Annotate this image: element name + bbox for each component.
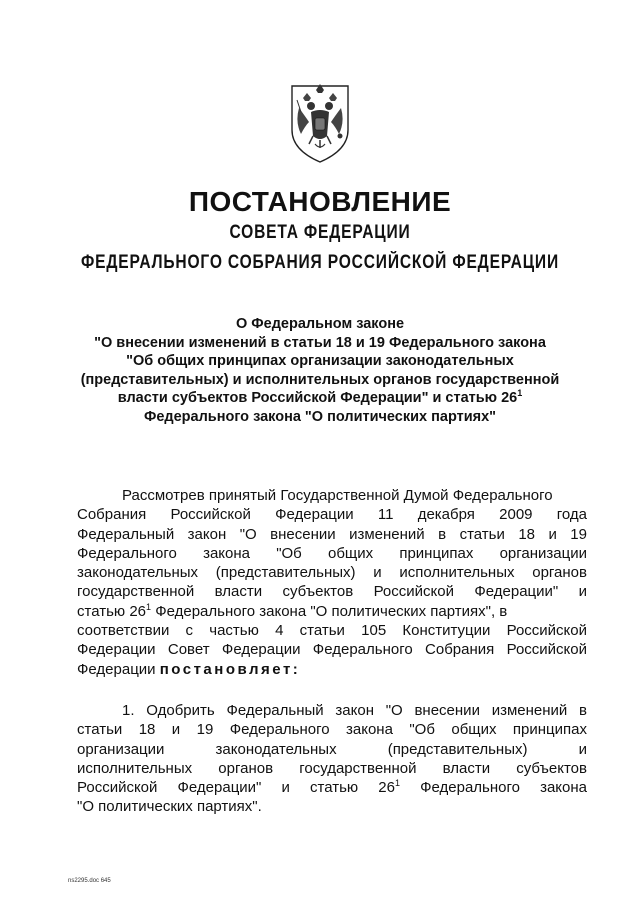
body-line [77,660,587,679]
subject-line-text: власти субъектов Российской Федерации" и статью 26 [117,390,518,406]
superscript: 1 [517,388,523,399]
decree-item-1 [77,701,587,817]
subject-line: О Федеральном законе [235,316,405,332]
body-line: соответствии с частью 4 статьи 105 Конституции Российской [77,622,587,640]
body-line: статьи 18 и 19 Федерального закона "Об общих принципах [77,721,587,739]
body-line [77,602,587,621]
body-line: организации законодательных (представительных) и [77,740,587,758]
body-line: Федеральный закон "О внесении изменений в статьи 18 и 19 [77,525,587,543]
body-line-text: Федерации [77,660,156,678]
subtitle-council: СОВЕТА ФЕДЕРАЦИИ [229,222,411,243]
body-line: Собрания Российской Федерации 11 декабря 2009 года [77,506,587,524]
body-line: Федерации Совет Федерации Федерального Собрания Российской [77,641,587,659]
body-line: исполнительных органов государственной власти субъектов [77,759,587,777]
subtitle-assembly: ФЕДЕРАЛЬНОГО СОБРАНИЯ РОССИЙСКОЙ ФЕДЕРАЦИИ [81,252,559,273]
subject-line [60,389,580,408]
subject-line: "Об общих принципах организации законодательных [126,353,514,369]
body-line: Рассмотрев принятый Государственной Думой Федерального [122,487,553,504]
subject-line: "О внесении изменений в статьи 18 и 19 Федерального закона [94,334,546,351]
body-line [77,778,587,797]
body-line: государственной власти субъектов Российской Федерации" и [77,583,587,601]
preamble-paragraph [77,486,587,679]
body-line: "О политических партиях". [77,798,262,816]
body-line-text: Российской Федерации" и статью 26 [77,779,395,797]
body-line-text: Федерального закона [399,779,587,797]
document-footer: ns2295.doc 645 [68,878,111,884]
russian-coat-of-arms-icon [287,78,353,164]
subject-line: Федерального закона "О политических партиях" [143,408,497,425]
superscript: 1 [394,778,400,789]
subject-line: (представительных) и исполнительных органов государственной [80,371,560,388]
page-title: ПОСТАНОВЛЕНИЕ [188,186,452,217]
body-line-text: статью 26 [77,602,147,620]
body-line: Федерального закона "Об общих принципах организации [77,544,587,562]
body-line-text: Федерального закона "О политических партиях", в [151,602,508,620]
resolution-subject [60,315,580,426]
decree-keyword: постановляет: [159,660,301,678]
superscript: 1 [146,601,152,612]
body-line: 1. Одобрить Федеральный закон "О внесении изменений в [122,702,587,719]
body-line: законодательных (представительных) и исполнительных органов [77,564,587,582]
